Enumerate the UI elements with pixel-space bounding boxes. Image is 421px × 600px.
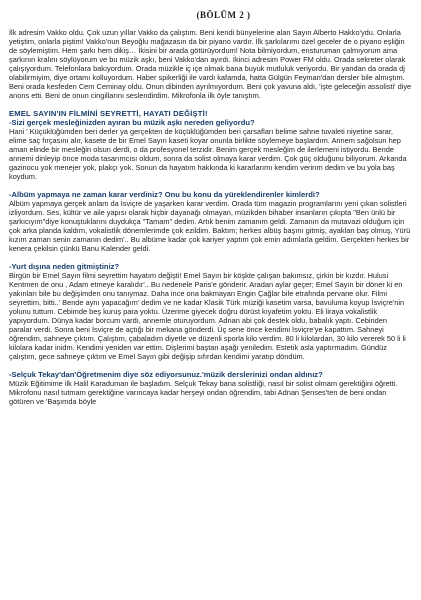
answer: Hani ' Küçüklüğümden beri derler ya gerçekten de küçüklüğümden beri çarsafları belime sahne tuvaleti niyetine sarar, elime saç fırçasını alır, kasete de bir Emel Sayın kaseti koyar onunla birlikte söylemeye başlardım. Annem sağolsun hep aman elinde bir mesleğin olsun derdi, o da profesyonel terzidir. Benim gerçek mesleğim de ilerlemeni istiyordu. Bende annemi dinleyip önce moda tasarımcısı oldum, sonra da solist olmaya karar verdim. Çok güç olduğunu biliyorum. Arkanda gazinocu yok menejer yok, plakçı yok. Sonun da hayatım hakkında ki kararlarımı kendim verirım dedim ve bu yola baş koydum. (9, 127, 407, 181)
answer: Birgün bir Emel Sayın filmi seyrettim hayatım değişti! Emel Sayın bir köşkte çalışan bakımsız, çirkin bir kızdır. Hulusi Kentmen de onu , Adam etmeye karalıdır'.. Bu nedenele Paris'e gönderir. Aradan aylar geçer; Emel Sayın bir döner ki en yakınları bile bu değişimden onu tanıymaz. Daha ince ona bakmayan Engin Çağlar bile etrafında pervane olur. Filmi seyrettim, bitti..' Bende aynı yapacağım' dedim ve ne kadar Klasik Türk müziği kasetim varsa, bavuluma koyup İsviçre'nin yolunu tuttum. Cebimde beş kuruş para yoktu. Üzerime giyecek doğru dürüst kıyafetim yoktu. Eli liraya vokalistlik yapıyordum. Dünya kadar borcum vardı, annemle oturuyordum. Adnan abi çok destek oldu, babalık yaptı. Cebinden paralar verdi. Sonra beni İsviçre de açtığı bir mekana gönderdi. Üç sene önce kendimi İsviçre'ye kapattım. Sahneyi öğrendim, sahneye çıktım. Çalıştım, çabaladım diyetle ve düzenli sporla kilo verdim. 80 li kilolardan, 30 kilo vererek 50 li li kilolara kadar inidm. Kendimi yeniden var ettim. Dişlerimi baştan aşağı yeniledim. Estetik asla yaptırmadım. Gündüz çalıştım, gece sahneye çıktım ve Emel Sayın gibi değişip sıfırdan kendimi yaratıp döndüm. (9, 271, 406, 361)
question: -Selçuk Tekay'dan'Öğretmenim diye söz ediyorsunuz.'müzik derslerinizi ondan aldınız? (9, 370, 323, 379)
qa-block-3 (9, 262, 412, 361)
question: -Albüm yapmaya ne zaman karar verdiniz? Onu bu konu da yüreklendirenler kimlerdi? (9, 190, 320, 199)
qa-block-4 (9, 370, 412, 406)
page-title: (BÖLÜM 2 ) (196, 10, 251, 20)
answer: Albüm yapmaya gerçek anlam da İsviçre de yaşarken karar verdim. Orada tüm magazin programlarını yeni çıkan solistleri izliyordum. Ses, kültür ve aile yapısı olarak hiçbir dayanağı olmayan, müzikden bihaber insanların çıkıpta "Ben ünlü bir şarkıcıyım"diye konuştuklarını duydukça "Tamam" dedim. Artık benim zamanım geldi. Zamanın da mutavazi olduğum için çok arka planda kaldım, vokalistlik dönemlerimde çok ezildim. Baktım; herkes albüş başını gitmiş, ayakları baş olmuş, Yürü kızım zaman senin zamanın dedim'.. Bu albüme kadar çok kariyer yaptım çok emin adımlarla geldim. Gerçekten herkes bir kenera çekilsin çünkü Banu Kalender geldi. (9, 199, 411, 253)
section-heading: EMEL SAYIN'IN FİLMİNİ SEYRETTİ, HAYATI DEĞİŞTİ! (9, 109, 208, 118)
question: -Sizi gerçek mesleğinizden ayıran bu müzik aşkı nereden geliyordu? (9, 118, 255, 127)
question: -Yurt dışına neden gitmiştiniz? (9, 262, 120, 271)
qa-block-2 (9, 190, 412, 253)
intro-paragraph: İlk adresim Vakko oldu. Çok uzun yıllar Vakko da çalıştım. Beni kendi bünyelerine alan Sayın Alberto Hakko'ydu. Onlarla yetiştim, onlarla piştim! Vakko'nun Beyoğlu mağazasın da bir piyano vardır. İlk şarkılarımı özel geceler de o piyano eşliğin de söylemiştim. Hem şarkı hem dikiş… İkisini bir arada götürüyordum! Nota bilmiyordum, ensturuman çalmıyorum ama şarkının kralını söylüyorum ve bu müzik aşkı, beni Vakko'dan ayırdı. İkinci adresim Power FM oldu. Orada sekreter olarak çalışıyordum. Telefonlara bakıyordum. Orada müzikle iç içe olmak bana buyuk mutluluk veriyordu. Bir yandan da orada dj olabilirmiyim, diye ortamı kolluyordum. Haber spikerliği ile vardı kafamda, hatta Gülgün Feyman'dan dersler bile almıştım. Beni orada kesfeden Cem Ceminay oldu. Onun dibinden ayrılmıyordum. Beni çok yavuna aldı, 'işte geleceğin assolisti' diye anons etti. Beni de onun cingillarını seslendirdim. Mikrofonla ilk öyle tanıştım. (9, 28, 412, 100)
answer: Müzik Eğitimime ilk Halil Karaduman ile başladım. Selçuk Tekay bana solistliği, nasıl bir solist olmam gerektiğini öğretti. Mikrofonu nasıl tutmam gerektiğine varıncaya kadar herşeyi ondan öğrendim, tabi Adnan Şenses'ten de beni ondan götüren ve 'Başımda böyle (9, 379, 398, 406)
qa-block-1 (9, 118, 412, 181)
